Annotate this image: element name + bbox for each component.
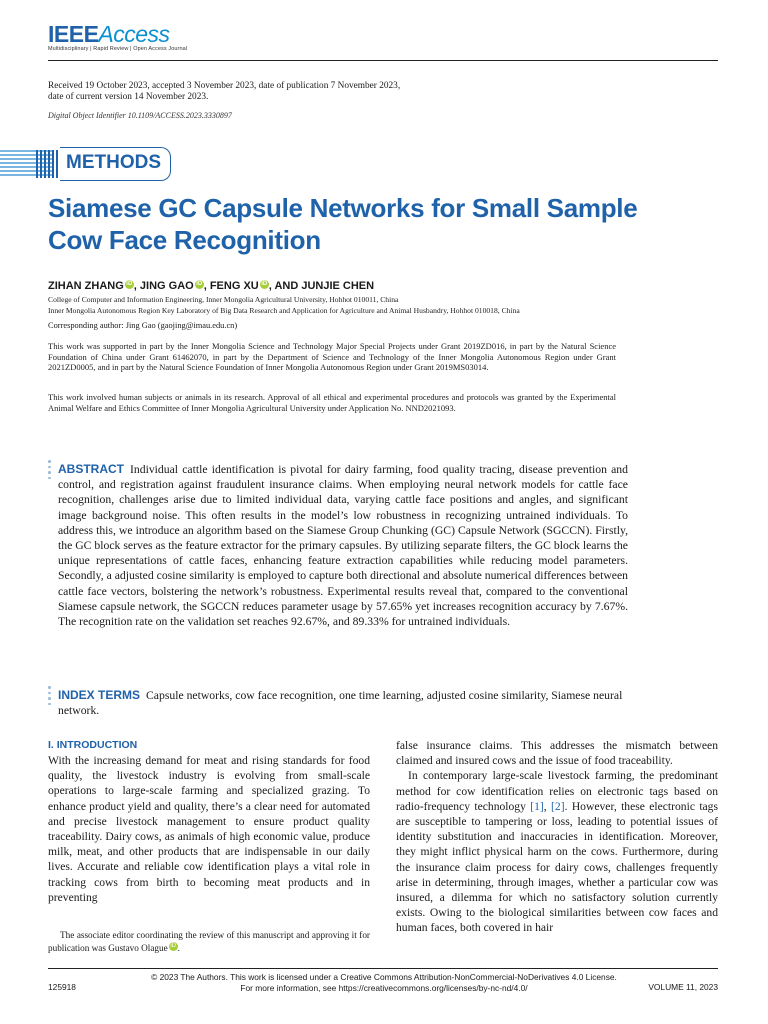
- header-divider: [48, 60, 718, 61]
- corresponding-author: Corresponding author: Jing Gao (gaojing@imau.edu.cn): [48, 321, 238, 330]
- author-list: ZIHAN ZHANG iD , JING GAO iD , FENG XU iD , AND JUNJIE CHEN: [48, 280, 375, 292]
- abstract-text: Individual cattle identification is pivotal for dairy farming, food quality tracing, disease prevention and control, and registration against fraudulent insurance claims. When employing neural network models for cattle face recognition, challenges arise due to limited individual data, varying cattle face positions and angles, and significant image background noise. This often results in the model’s low robustness in recognizing untrained individuals. To address this, we introduce an algorithm based on the Siamese Group Chunking (GC) Capsule Network (SGCCN). Firstly, the GC block serves as the feature extractor for the primary capsules. By utilizing separate filters, the GC block learns the unique representations of cattle faces, enhancing feature extraction capabilities while reducing model parameters. Secondly, a adjusted cosine similarity is employed to capture both directional and absolute numerical differences between cattle face vectors, bolstering the network’s robustness. Experimental results reveal that, compared to the conventional Siamese capsule network, the SGCCN reduces parameter usage by 57.65% yet increases recognition accuracy by 7.67%. The recognition rate on the validation set reaches 92.67%, and 89.33% for untrained individuals.: [58, 463, 628, 629]
- ethics-statement: This work involved human subjects or animals in its research. Approval of all ethical and experimental procedures and protocols was granted by the Experimental Animal Welfare and Ethics Committee of Inner Mongolia Agricultural University under Application No. NND2021093.: [48, 392, 616, 413]
- index-terms-heading: INDEX TERMS: [58, 688, 141, 702]
- section-heading: I. INTRODUCTION: [48, 739, 138, 751]
- body-column-left: [48, 753, 370, 905]
- orcid-icon[interactable]: iD: [261, 281, 268, 287]
- logo-ieee: IEEE: [48, 21, 99, 47]
- abstract: [58, 462, 628, 629]
- author-name: ZIHAN ZHANG: [48, 280, 124, 292]
- orcid-icon[interactable]: iD: [170, 943, 176, 950]
- page-number: 125918: [48, 982, 76, 992]
- index-dots-decoration: [48, 686, 51, 708]
- methods-label: METHODS: [66, 152, 161, 173]
- publication-dates: [48, 81, 488, 103]
- journal-tagline: Multidisciplinary | Rapid Review | Open Access Journal: [48, 46, 188, 52]
- citation-separator: ,: [543, 799, 552, 813]
- logo-access: Access: [98, 21, 170, 47]
- badge-bars-decoration: [36, 150, 58, 178]
- paper-title: Siamese GC Capsule Networks for Small Sample Cow Face Recognition: [48, 193, 638, 255]
- license-line: © 2023 The Authors. This work is licensed under a Creative Commons Attribution-NonCommercial-NoDerivatives 4.0 License.: [151, 972, 617, 982]
- current-version-line: date of current version 14 November 2023.: [48, 92, 209, 102]
- body-paragraph: false insurance claims. This addresses the mismatch between claimed and insured cows and the issue of food traceability.: [396, 739, 718, 768]
- author-name: JING GAO: [139, 280, 194, 292]
- methods-badge: [0, 147, 172, 181]
- author-name: , AND JUNJIE CHEN: [268, 280, 375, 292]
- paragraph-text: In contemporary large-scale livestock farming, the predominant method for cow identification relies on electronic tags based on radio-frequency technology: [396, 769, 718, 813]
- abstract-dots-decoration: [48, 460, 51, 482]
- footnote-text: The associate editor coordinating the review of this manuscript and approving it for publication was Gustavo Olague: [48, 930, 370, 954]
- affiliation-2: Inner Mongolia Autonomous Region Key Laboratory of Big Data Research and Application for Agriculture and Animal Husbandry, Hohhot 010018, China: [48, 306, 520, 315]
- doi-line: Digital Object Identifier 10.1109/ACCESS.2023.3330897: [48, 111, 232, 120]
- editor-footnote: [48, 929, 370, 955]
- paragraph-text: . However, these electronic tags are susceptible to tampering or loss, leading to potential issues of identity substitution and inaccuracies in identification. Moreover, they might inflict physical harm on the cows. Furthermore, during the insurance claim process for dairy cows, challenges frequently arise in determining, through images, whether a particular cow was insured, a dilemma for which no satisfactory solution currently exists. Owing to the biological similarities between cow faces and human faces, both covered in hair: [396, 799, 718, 935]
- footnote-end: .: [177, 943, 180, 954]
- affiliation-1: College of Computer and Information Engineering, Inner Mongolia Agricultural University, Hohhot 010011, China: [48, 295, 399, 304]
- citation-link[interactable]: [1]: [530, 799, 544, 813]
- abstract-heading: ABSTRACT: [58, 462, 124, 476]
- funding-statement: This work was supported in part by the Inner Mongolia Science and Technology Major Special Projects under Grant 2019ZD016, in part by the Natural Science Foundation of China under Grant 61462070, in part by the Department of Science and Technology of the Inner Mongolia Autonomous Region under Grant 2021ZD0005, and in part by the Natural Science Foundation of Inner Mongolia Autonomous Region under Grant 2019MS03014.: [48, 341, 616, 373]
- index-terms: [58, 688, 628, 718]
- body-paragraph: With the increasing demand for meat and rising standards for food quality, the livestock industry is evolving from small-scale operations to large-scale farming and specialized grazing. To enhance product yield and quality, there’s a clear need for automated and precise livestock management to ensure product quality traceability. Dairy cows, as animals of high economic value, produce milk, meat, and other products that are indispensable in our daily lives. Accurate and reliable cow identification plays a vital role in tracking cows from birth to becoming meat products and in preventing: [48, 754, 370, 904]
- orcid-icon[interactable]: iD: [196, 281, 203, 287]
- orcid-icon[interactable]: iD: [126, 281, 133, 287]
- index-terms-text: Capsule networks, cow face recognition, one time learning, adjusted cosine similarity, Siamese neural network.: [58, 689, 623, 718]
- author-name: FENG XU: [209, 280, 259, 292]
- volume-label: VOLUME 11, 2023: [648, 982, 718, 992]
- citation-link[interactable]: [2]: [551, 799, 565, 813]
- footer-divider: [48, 968, 718, 969]
- journal-logo: [48, 22, 170, 46]
- received-line: Received 19 October 2023, accepted 3 November 2023, date of publication 7 November 2023,: [48, 81, 401, 91]
- body-column-right: [396, 738, 718, 936]
- license-link[interactable]: For more information, see https://creativecommons.org/licenses/by-nc-nd/4.0/: [240, 982, 528, 993]
- body-paragraph: [396, 768, 718, 935]
- license-notice: [150, 972, 618, 993]
